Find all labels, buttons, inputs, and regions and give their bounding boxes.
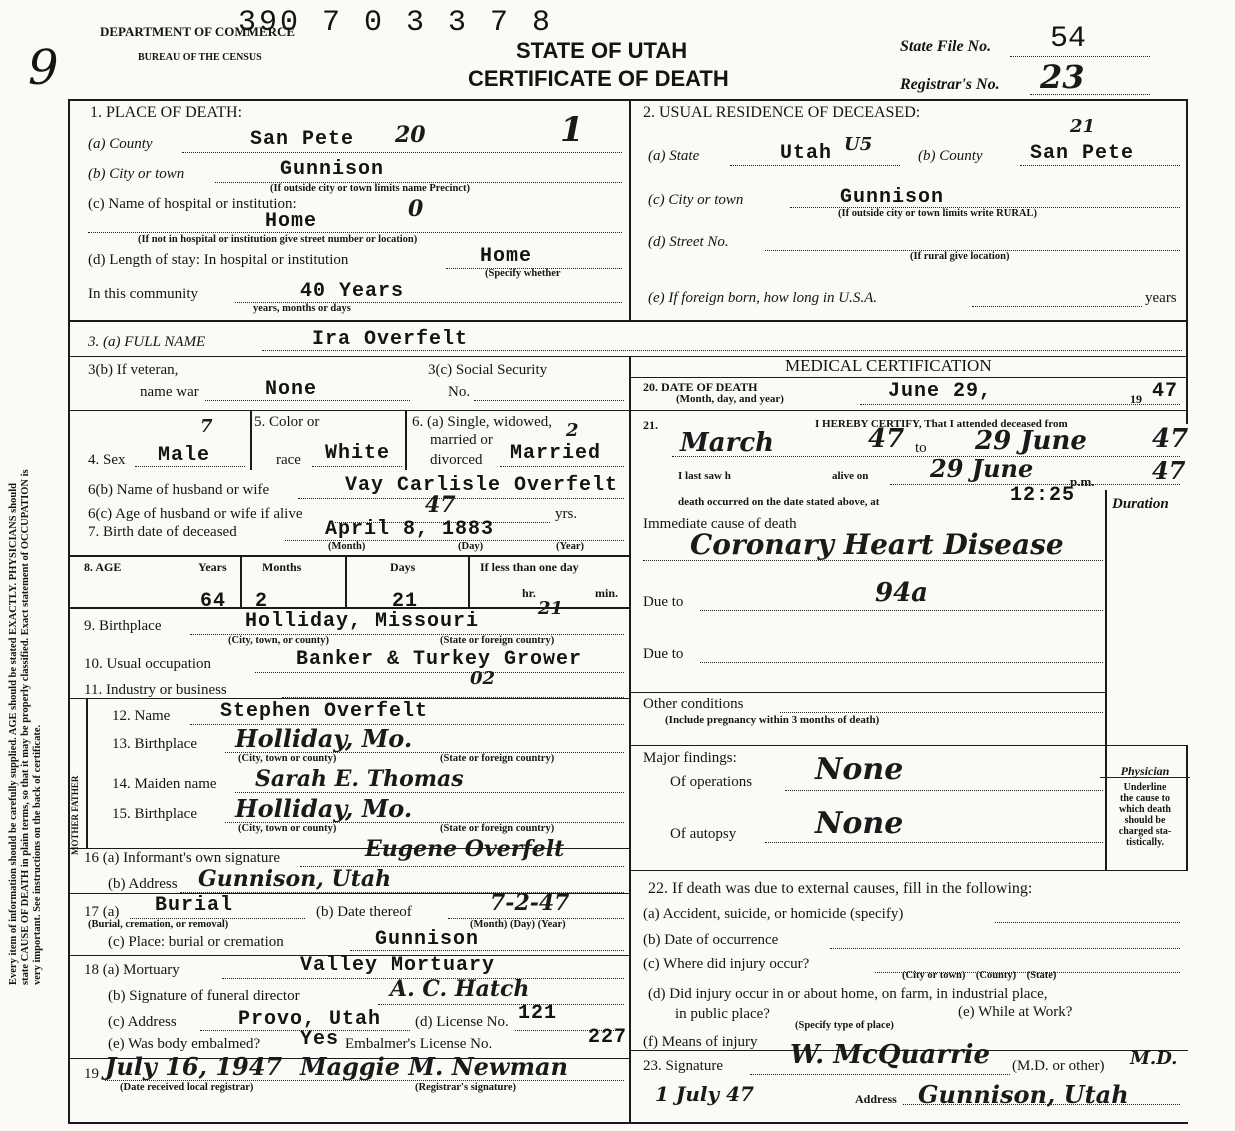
industry-label: 11. Industry or business: [84, 682, 227, 698]
director-label: (b) Signature of funeral director: [108, 988, 300, 1004]
age-days-label: Days: [390, 560, 416, 574]
age-months-value[interactable]: 2: [255, 590, 269, 613]
dod-label: 20. DATE OF DEATH: [643, 380, 758, 394]
birth-date-label: 7. Birth date of deceased: [88, 524, 237, 540]
occupation-value[interactable]: Banker & Turkey Grower: [296, 648, 583, 671]
race-label: race: [276, 452, 301, 468]
hospital-label: (c) Name of hospital or institution:: [88, 196, 297, 212]
mother-maiden-value[interactable]: Sarah E. Thomas: [255, 766, 464, 792]
death-county-code: 20: [395, 122, 426, 148]
attended-from[interactable]: March: [680, 428, 775, 458]
dod-year[interactable]: 47: [1152, 380, 1179, 403]
physician-box-line: which death: [1119, 804, 1171, 815]
death-county-label: (a) County: [88, 136, 153, 152]
veteran-label: 3(b) If veteran,: [88, 362, 179, 378]
physician-signature[interactable]: W. McQuarrie: [790, 1040, 991, 1070]
state-file-label: State File No.: [900, 38, 992, 55]
age-years-label: Years: [198, 560, 227, 574]
burial-place-value[interactable]: Gunnison: [375, 928, 480, 951]
signature-address[interactable]: Gunnison, Utah: [918, 1080, 1129, 1109]
other-conditions-label: Other conditions: [643, 696, 744, 712]
age-label: 8. AGE: [84, 560, 122, 574]
birth-year-note: (Year): [556, 541, 584, 552]
signature-date[interactable]: 1 July 47: [655, 1082, 754, 1106]
residence-heading: 2. USUAL RESIDENCE OF DECEASED:: [643, 104, 921, 121]
burial-label: 17 (a): [84, 904, 120, 920]
marital-value[interactable]: Married: [510, 442, 602, 465]
veteran-war-label: name war: [140, 384, 199, 400]
stay-label: (d) Length of stay: In hospital or institution: [88, 252, 349, 268]
dod-year-prefix: 19: [1130, 392, 1142, 406]
birthplace-note-1: (City, town, or county): [228, 635, 330, 646]
res-state-value[interactable]: Utah: [780, 142, 833, 165]
marital-code: 2: [566, 420, 579, 441]
full-name-label: 3. (a) FULL NAME: [88, 334, 206, 350]
registrar-number: 23: [1040, 58, 1085, 96]
spouse-age-label: 6(c) Age of husband or wife if alive: [88, 506, 303, 522]
res-state-label: (a) State: [648, 148, 700, 164]
md-value[interactable]: M.D.: [1130, 1048, 1178, 1069]
age-months-label: Months: [262, 560, 302, 574]
margin-number: 9: [28, 40, 59, 96]
death-county-value[interactable]: San Pete: [250, 128, 355, 151]
registrar-date[interactable]: July 16, 1947: [105, 1052, 283, 1081]
burial-date-note: (Month) (Day) (Year): [470, 919, 566, 930]
burial-date-label: (b) Date thereof: [316, 904, 412, 920]
veteran-value[interactable]: None: [265, 378, 318, 401]
stay-value[interactable]: Home: [480, 245, 533, 268]
department-label: DEPARTMENT OF COMMERCE: [100, 24, 296, 39]
mortuary-addr-label: (c) Address: [108, 1014, 177, 1030]
death-place-code: 1: [560, 110, 584, 150]
place-of-death-heading: 1. PLACE OF DEATH:: [90, 104, 243, 121]
father-bp-note-2: (State or foreign country): [440, 753, 555, 764]
sex-label: 4. Sex: [88, 452, 126, 468]
res-county-label: (b) County: [918, 148, 983, 164]
external-heading: 22. If death was due to external causes, fill in the following:: [648, 880, 1033, 897]
age-hr-label: hr.: [522, 586, 536, 600]
registrar-row-label: 19: [84, 1066, 99, 1082]
age-min-label: min.: [595, 586, 619, 600]
side-instruction-line: state CAUSE OF DEATH in plain terms, so that it may be properly classified. Exact statement of OCCUPATION is: [20, 469, 31, 985]
stay-note: (Specify whether: [485, 268, 561, 279]
hospital-code: 0: [408, 196, 424, 222]
full-name-value[interactable]: Ira Overfelt: [312, 328, 469, 351]
birthplace-code: 21: [538, 598, 564, 619]
death-city-label: (b) City or town: [88, 166, 185, 182]
registrar-sig-note: (Registrar's signature): [415, 1082, 516, 1093]
occupation-label: 10. Usual occupation: [84, 656, 212, 672]
other-conditions-note: (Include pregnancy within 3 months of death): [665, 714, 880, 726]
external-a: (a) Accident, suicide, or homicide (specify): [643, 906, 904, 922]
operations-label: Of operations: [670, 774, 753, 790]
attended-from-year[interactable]: 47: [868, 424, 905, 454]
immediate-cause-value[interactable]: Coronary Heart Disease: [690, 528, 1064, 561]
marital-label: 6. (a) Single, widowed,: [412, 414, 552, 430]
hospital-value[interactable]: Home: [265, 210, 318, 233]
operations-value[interactable]: None: [815, 752, 904, 787]
res-foreign-unit: years: [1145, 290, 1177, 306]
side-instruction-line: very important. See instructions on the back of certificate.: [32, 724, 43, 985]
physician-box-line: charged sta-: [1118, 826, 1172, 837]
external-f: (f) Means of injury: [643, 1034, 758, 1050]
last-saw-year[interactable]: 47: [1152, 456, 1186, 485]
physician-box-line: tistically.: [1125, 837, 1165, 848]
state-title: STATE OF UTAH: [516, 38, 688, 63]
res-street-label: (d) Street No.: [648, 234, 729, 250]
burial-note: (Burial, cremation, or removal): [88, 919, 229, 930]
embalmed-value[interactable]: Yes: [300, 1028, 340, 1051]
attended-to-year[interactable]: 47: [1152, 424, 1189, 454]
due-to-2-label: Due to: [643, 646, 684, 662]
father-name-label: 12. Name: [112, 708, 171, 724]
director-signature[interactable]: A. C. Hatch: [390, 976, 530, 1002]
informant-address[interactable]: Gunnison, Utah: [198, 866, 392, 892]
ssn-label: 3(c) Social Security: [428, 362, 548, 378]
dod-value[interactable]: June 29,: [888, 380, 993, 403]
mother-maiden-label: 14. Maiden name: [112, 776, 217, 792]
physician-box-title: Physician: [1100, 766, 1190, 778]
color-label: 5. Color or: [254, 414, 320, 430]
serial-number: 390 7 0 3 3 7 8: [238, 6, 554, 40]
birthplace-label: 9. Birthplace: [84, 618, 162, 634]
sex-code: 7: [200, 416, 213, 437]
autopsy-value[interactable]: None: [815, 806, 904, 841]
duration-label: Duration: [1112, 496, 1169, 512]
embalmed-label: (e) Was body embalmed?: [108, 1036, 261, 1052]
side-instruction-line: Every item of information should be carefully supplied. AGE should be stated EXACTLY. PHYSICIANS should: [8, 483, 19, 985]
registrar-date-note: (Date received local registrar): [120, 1082, 254, 1093]
hospital-note: (If not in hospital or institution give street number or location): [138, 234, 418, 245]
mortuary-value[interactable]: Valley Mortuary: [300, 954, 496, 977]
mother-father-text: MOTHER FATHER: [70, 775, 80, 855]
mortuary-addr-value[interactable]: Provo, Utah: [238, 1008, 382, 1031]
res-foreign-label: (e) If foreign born, how long in U.S.A.: [648, 290, 878, 306]
ssn-no-label: No.: [448, 384, 471, 400]
community-note: years, months or days: [253, 303, 351, 314]
last-saw-label: I last saw h: [678, 470, 731, 482]
signature-addr-label: Address: [855, 1092, 897, 1106]
res-city-note: (If outside city or town limits write RURAL): [838, 208, 1037, 219]
informant-sig-label: 16 (a) Informant's own signature: [84, 850, 280, 866]
father-birthplace-value[interactable]: Holliday, Mo.: [235, 724, 413, 753]
death-time[interactable]: 12:25: [1010, 484, 1076, 507]
mother-birthplace-value[interactable]: Holliday, Mo.: [235, 794, 413, 823]
father-bp-note-1: (City, town or county): [238, 753, 337, 764]
birthplace-note-2: (State or foreign country): [440, 635, 555, 646]
immediate-cause-label: Immediate cause of death: [643, 516, 797, 532]
marital-label-2: married or: [430, 432, 493, 448]
occurred-label: death occurred on the date stated above, at: [678, 496, 880, 508]
burial-value[interactable]: Burial: [155, 894, 234, 917]
spouse-label: 6(b) Name of husband or wife: [88, 482, 270, 498]
age-less-label: If less than one day: [480, 560, 579, 574]
external-c: (c) Where did injury occur?: [643, 956, 810, 972]
death-city-note: (If outside city or town limits name Precinct): [270, 183, 470, 194]
signature-label: 23. Signature: [643, 1058, 723, 1074]
age-days-value[interactable]: 21: [392, 590, 419, 613]
registrar-label: Registrar's No.: [900, 76, 1000, 93]
informant-signature[interactable]: Eugene Overfelt: [365, 836, 565, 862]
res-county-code: 21: [1070, 116, 1096, 137]
spouse-value[interactable]: Vay Carlisle Overfelt: [345, 474, 619, 497]
attended-to[interactable]: 29 June: [975, 426, 1087, 456]
res-county-value[interactable]: San Pete: [1030, 142, 1135, 165]
community-label: In this community: [88, 286, 198, 302]
external-b: (b) Date of occurrence: [643, 932, 779, 948]
due-to-1-label: Due to: [643, 594, 684, 610]
state-file-number: 54: [1050, 22, 1087, 56]
color-value[interactable]: White: [325, 442, 391, 465]
father-birthplace-label: 13. Birthplace: [112, 736, 197, 752]
birth-day-note: (Day): [458, 541, 484, 552]
bureau-label: BUREAU OF THE CENSUS: [138, 52, 262, 63]
mother-father-side-label: [70, 705, 84, 855]
physician-box-line: should be: [1124, 815, 1166, 826]
cert-number: 21.: [643, 418, 658, 432]
autopsy-label: Of autopsy: [670, 826, 737, 842]
mortuary-label: 18 (a) Mortuary: [84, 962, 180, 978]
mother-bp-note-1: (City, town or county): [238, 823, 337, 834]
certify-statement: I HEREBY CERTIFY, That I attended deceased from: [815, 418, 1068, 430]
attended-to-label: to: [915, 440, 927, 456]
physician-box-line: Underline: [1123, 782, 1167, 793]
side-instructions: [8, 115, 48, 985]
certificate-title: CERTIFICATE OF DEATH: [468, 66, 729, 91]
community-value[interactable]: 40 Years: [300, 280, 405, 303]
md-label: (M.D. or other): [1012, 1058, 1105, 1074]
death-city-value[interactable]: Gunnison: [280, 158, 385, 181]
dod-note: (Month, day, and year): [676, 393, 784, 405]
burial-place-label: (c) Place: burial or cremation: [108, 934, 284, 950]
informant-addr-label: (b) Address: [108, 876, 178, 892]
res-city-value[interactable]: Gunnison: [840, 186, 945, 209]
external-e: (e) While at Work?: [958, 1004, 1073, 1020]
birth-month-note: (Month): [328, 541, 366, 552]
medical-heading: MEDICAL CERTIFICATION: [785, 356, 992, 375]
burial-date-value[interactable]: 7-2-47: [490, 890, 570, 916]
marital-label-3: divorced: [430, 452, 483, 468]
mother-birthplace-label: 15. Birthplace: [112, 806, 197, 822]
license-label: (d) License No.: [415, 1014, 509, 1030]
external-c-note: (City or town) (County) (State): [902, 970, 1057, 981]
last-saw-date[interactable]: 29 June: [930, 454, 1034, 483]
birthplace-value[interactable]: Holliday, Missouri: [245, 610, 480, 633]
embalmer-label: Embalmer's License No.: [345, 1036, 493, 1052]
father-name-value[interactable]: Stephen Overfelt: [220, 700, 429, 723]
major-findings-label: Major findings:: [643, 750, 737, 766]
physician-box-line: the cause to: [1120, 793, 1170, 804]
registrar-signature[interactable]: Maggie M. Newman: [300, 1052, 568, 1081]
physician-instruction-box: [1100, 766, 1190, 866]
spouse-age-unit: yrs.: [555, 506, 578, 522]
external-d-1: (d) Did injury occur in or about home, on farm, in industrial place,: [648, 986, 1048, 1002]
spouse-age-value[interactable]: 47: [425, 492, 456, 518]
death-time-suffix: p.m.: [1070, 474, 1095, 489]
external-d-note: (Specify type of place): [795, 1020, 894, 1031]
occupation-code: 02: [470, 668, 496, 689]
due-to-1-value[interactable]: 94a: [875, 578, 929, 608]
res-state-code: U5: [844, 134, 873, 155]
mother-bp-note-2: (State or foreign country): [440, 823, 555, 834]
birth-date-value[interactable]: April 8, 1883: [325, 518, 495, 541]
age-years-value[interactable]: 64: [200, 590, 227, 613]
embalmer-value[interactable]: 227: [588, 1026, 628, 1049]
res-street-note: (If rural give location): [910, 251, 1010, 262]
last-saw-alive-label: alive on: [832, 470, 869, 482]
res-city-label: (c) City or town: [648, 192, 744, 208]
external-d-2: in public place?: [675, 1006, 770, 1022]
sex-value[interactable]: Male: [158, 444, 211, 467]
license-value[interactable]: 121: [518, 1002, 558, 1025]
